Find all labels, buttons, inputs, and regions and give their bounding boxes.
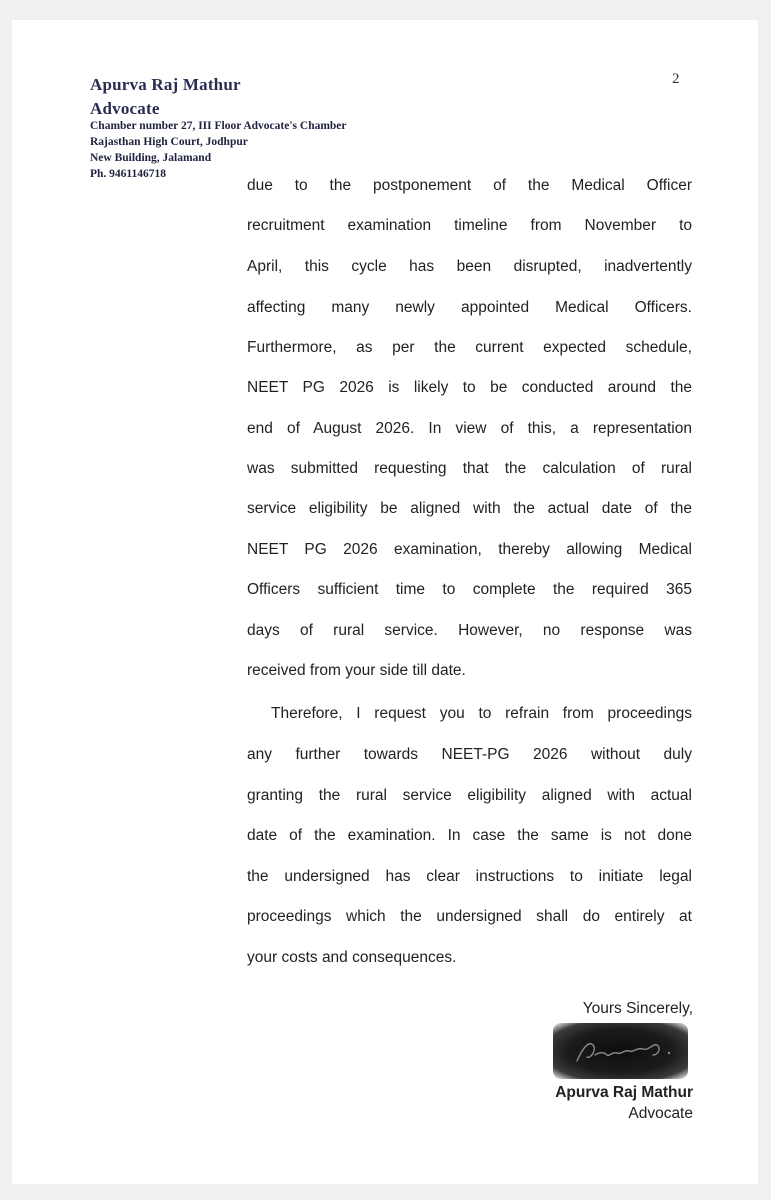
page-number: 2 — [672, 71, 680, 87]
body-line: your costs and consequences. — [247, 949, 457, 966]
signatory-name: Apurva Raj Mathur — [555, 1084, 693, 1101]
body-line: received from your side till date. — [247, 662, 466, 679]
body-line: service eligibility be aligned with the actual date of the — [247, 500, 692, 517]
letterhead-title: Advocate — [90, 99, 160, 118]
body-line: days of rural service. However, no response was — [247, 622, 692, 639]
letterhead-phone: Ph. 9461146718 — [90, 168, 167, 180]
body-line: due to the postponement of the Medical Officer — [247, 177, 692, 194]
body-line: proceedings which the undersigned shall do entirely at — [247, 908, 692, 925]
body-line: end of August 2026. In view of this, a representation — [247, 420, 692, 437]
body-line: Officers sufficient time to complete the required 365 — [247, 581, 692, 598]
letterhead-address-line: New Building, Jalamand — [90, 152, 212, 164]
handwritten-signature — [553, 1023, 688, 1079]
letterhead-address-line: Rajasthan High Court, Jodhpur — [90, 136, 248, 148]
body-line: date of the examination. In case the same is not done — [247, 827, 692, 844]
letter-page — [12, 20, 758, 1184]
body-line: any further towards NEET-PG 2026 without duly — [247, 746, 692, 763]
signatory-title: Advocate — [628, 1105, 693, 1122]
body-line: recruitment examination timeline from November to — [247, 217, 692, 234]
body-line: Furthermore, as per the current expected schedule, — [247, 339, 692, 356]
body-line: granting the rural service eligibility aligned with actual — [247, 787, 692, 804]
letterhead-name: Apurva Raj Mathur — [90, 75, 241, 94]
body-line: was submitted requesting that the calculation of rural — [247, 460, 692, 477]
closing-salutation: Yours Sincerely, — [582, 1000, 693, 1017]
body-line: Therefore, I request you to refrain from proceedings — [271, 705, 692, 722]
body-line: the undersigned has clear instructions to initiate legal — [247, 868, 692, 885]
letterhead-address-line: Chamber number 27, III Floor Advocate's Chamber — [90, 120, 347, 132]
body-line: NEET PG 2026 is likely to be conducted around the — [247, 379, 692, 396]
body-line: April, this cycle has been disrupted, inadvertently — [247, 258, 692, 275]
body-line: NEET PG 2026 examination, thereby allowing Medical — [247, 541, 692, 558]
body-line: affecting many newly appointed Medical Officers. — [247, 299, 692, 316]
